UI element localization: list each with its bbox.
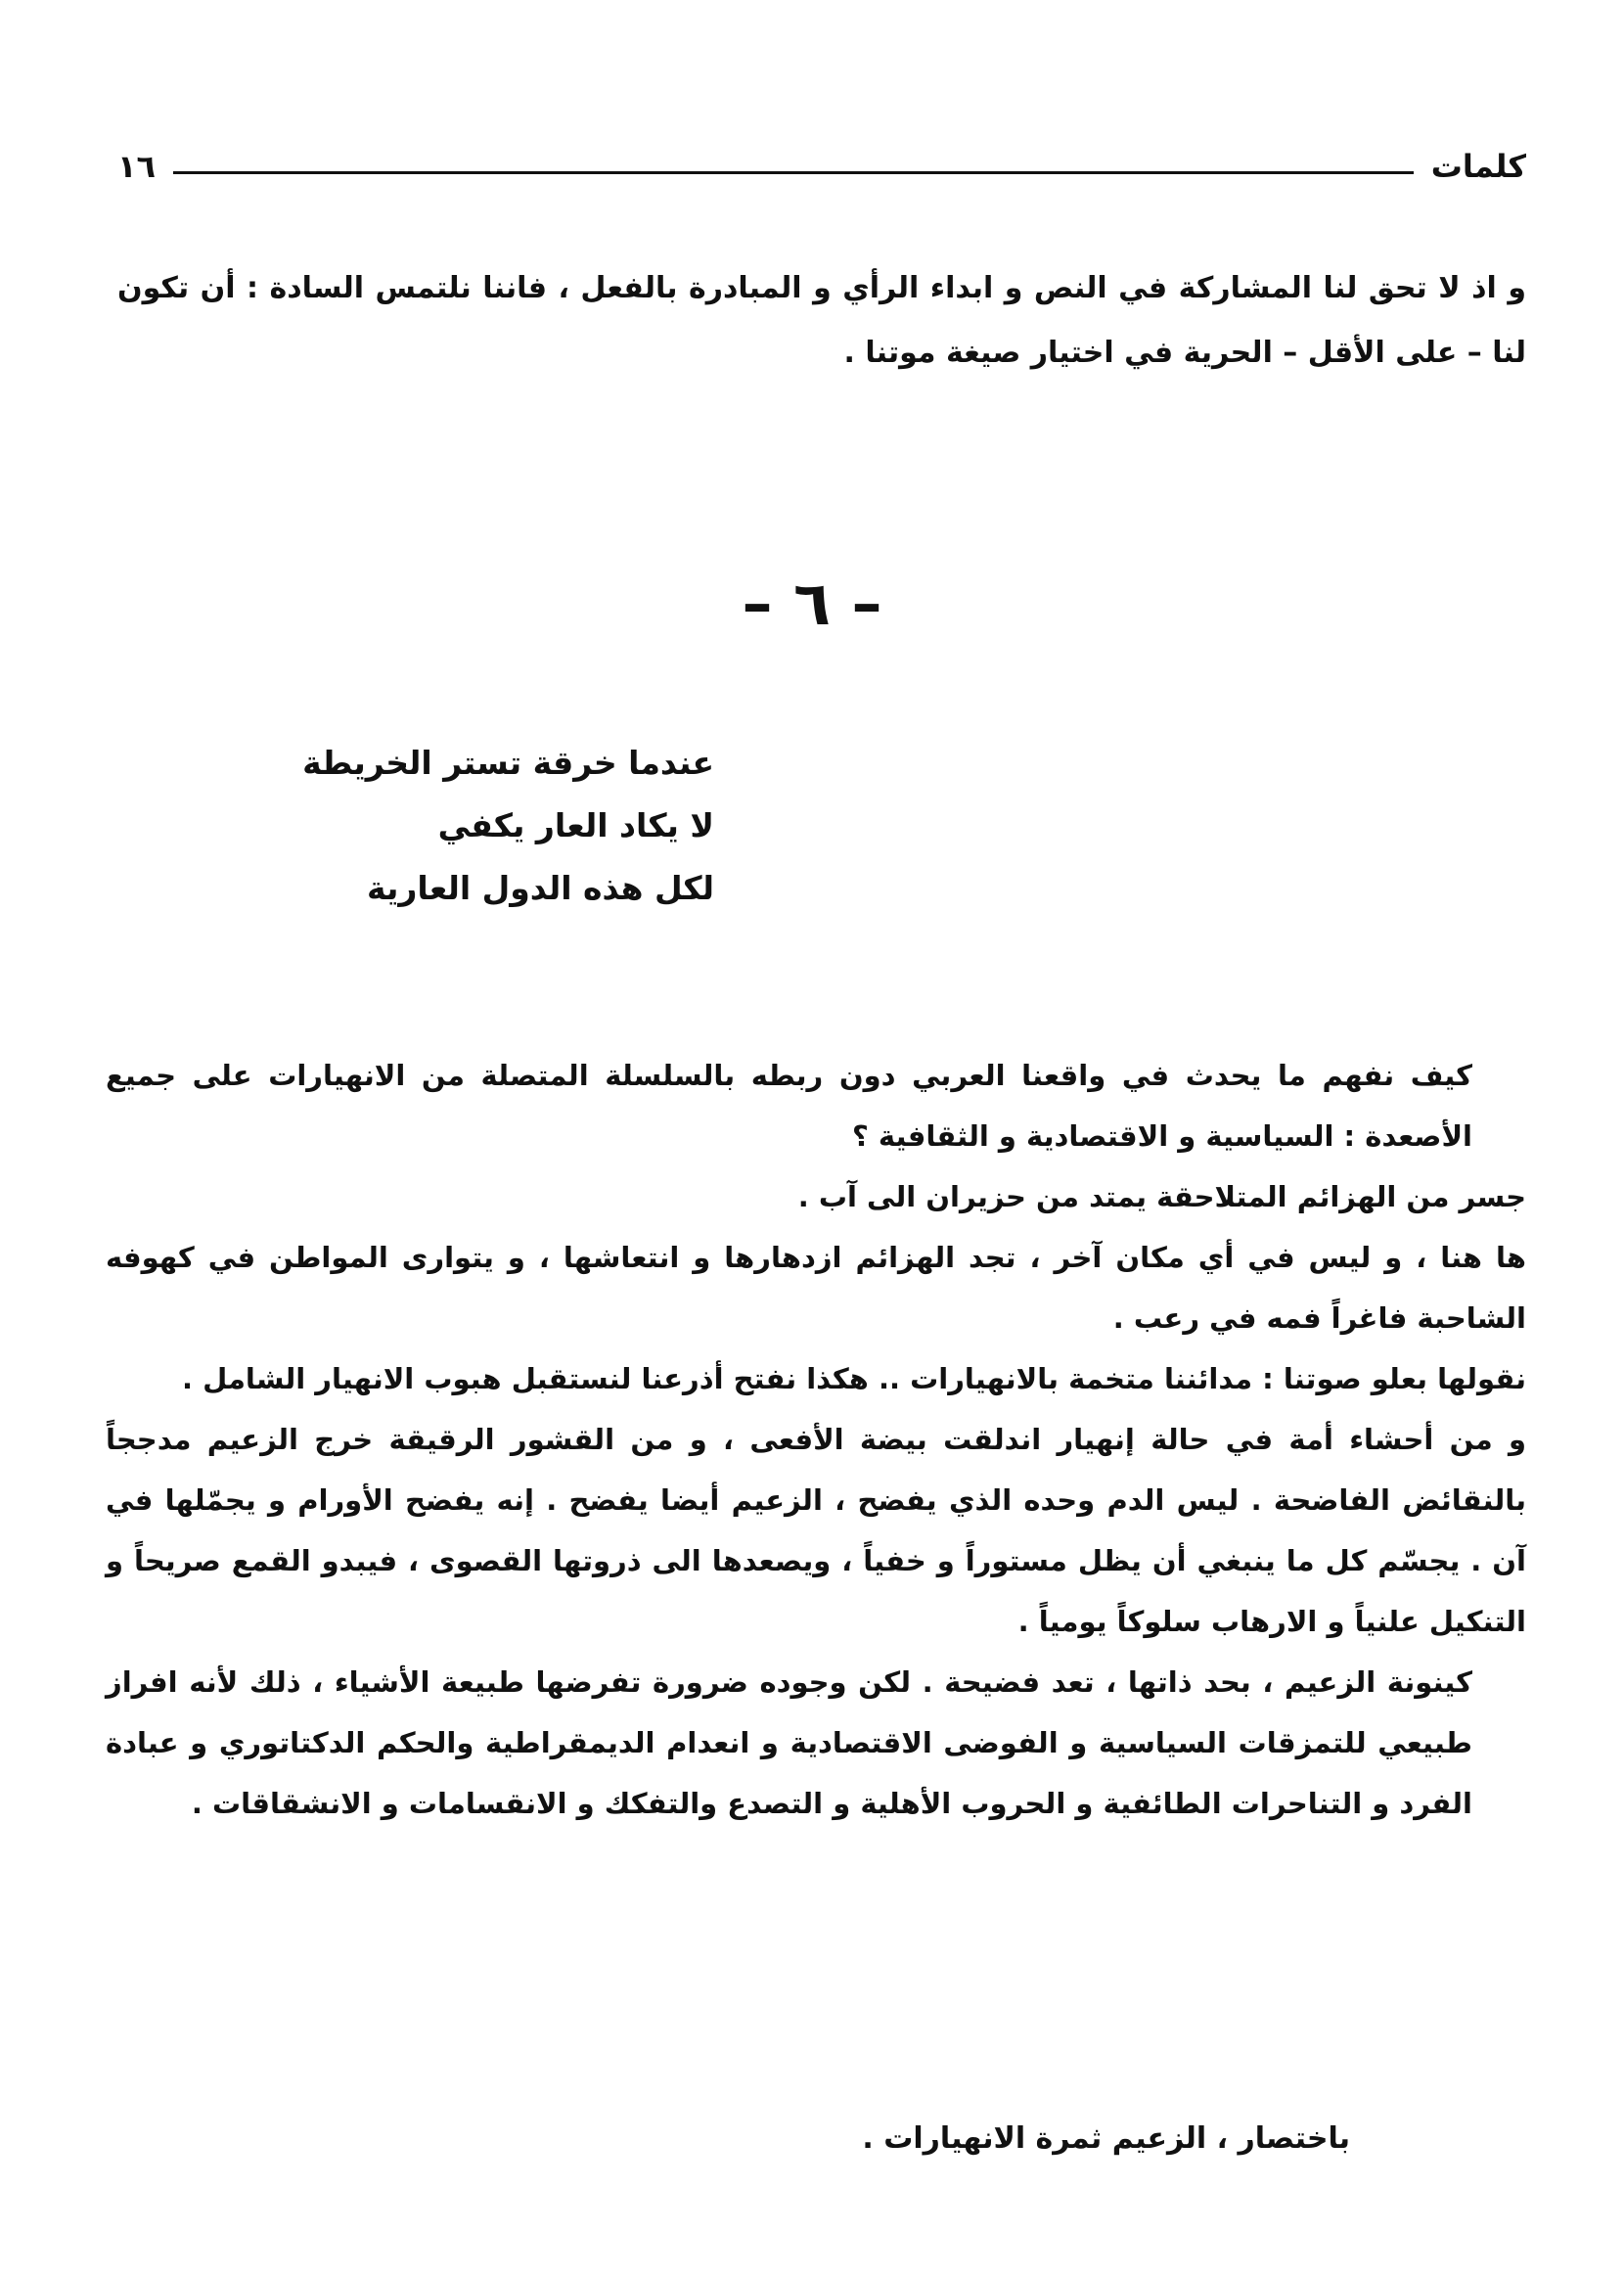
paragraph: ها هنا ، و ليس في أي مكان آخر ، تجد الهزائم ازدهارها و انتعاشها ، و يتوارى المواطن في كهوفه الشاحبة فاغراً فمه في رعب . [106, 1241, 1526, 1335]
section-number: – ٦ – [742, 568, 882, 639]
header-rule [173, 171, 1414, 174]
closing-line: باختصار ، الزعيم ثمرة الانهيارات . [862, 2121, 1350, 2156]
paragraph: كيف نفهم ما يحدث في واقعنا العربي دون ربطه بالسلسلة المتصلة من الانهيارات على جميع الأصعدة : السياسية و الاقتصادية و الثقافية ؟ [106, 1059, 1472, 1153]
intro-text: و اذ لا تحق لنا المشاركة في النص و ابداء الرأي و المبادرة بالفعل ، فاننا نلتمس السادة : أن تكون لنا – على الأقل – الحرية في اختيار صيغة موتنا . [117, 271, 1526, 370]
page-number: ١٦ [117, 148, 157, 185]
paragraph: جسر من الهزائم المتلاحقة يمتد من حزيران الى آب . [797, 1180, 1526, 1213]
body-text [106, 1045, 1526, 1834]
paragraph: كينونة الزعيم ، بحد ذاتها ، تعد فضيحة . لكن وجوده ضرورة تفرضها طبيعة الأشياء ، ذلك لأنه افراز طبيعي للتمزقات السياسية و الفوضى الاقتصادية و انعدام الديمقراطية والحكم الدكتاتوري و عبادة الفرد و التناحرات الطائفية و الحروب الأهلية و التصدع والتفكك و الانقسامات و الانشقاقات . [106, 1665, 1472, 1820]
poem [166, 732, 714, 920]
intro-paragraph [117, 256, 1526, 386]
poem-line: عندما خرقة تستر الخريطة [302, 744, 714, 782]
poem-line: لا يكاد العار يكفي [437, 806, 714, 844]
page-header [117, 137, 1526, 196]
poem-line: لكل هذه الدول العارية [367, 869, 714, 907]
paragraph: و من أحشاء أمة في حالة إنهيار اندلقت بيضة الأفعى ، و من القشور الرقيقة خرج الزعيم مدججاً بالنقائض الفاضحة . ليس الدم وحده الذي يفضح ، الزعيم أيضا يفضح . إنه يفضح الأورام و يجمّلها في آن . يجسّم كل ما ينبغي أن يظل مستوراً و خفياً ، ويصعدها الى ذروتها القصوى ، فيبدو القمع صريحاً و التنكيل علنياً و الارهاب سلوكاً يومياً . [106, 1423, 1526, 1638]
paragraph: نقولها بعلو صوتنا : مدائننا متخمة بالانهيارات .. هكذا نفتح أذرعنا لنستقبل هبوب الانهيار الشامل . [181, 1362, 1526, 1395]
running-title: كلمات [1430, 148, 1526, 185]
